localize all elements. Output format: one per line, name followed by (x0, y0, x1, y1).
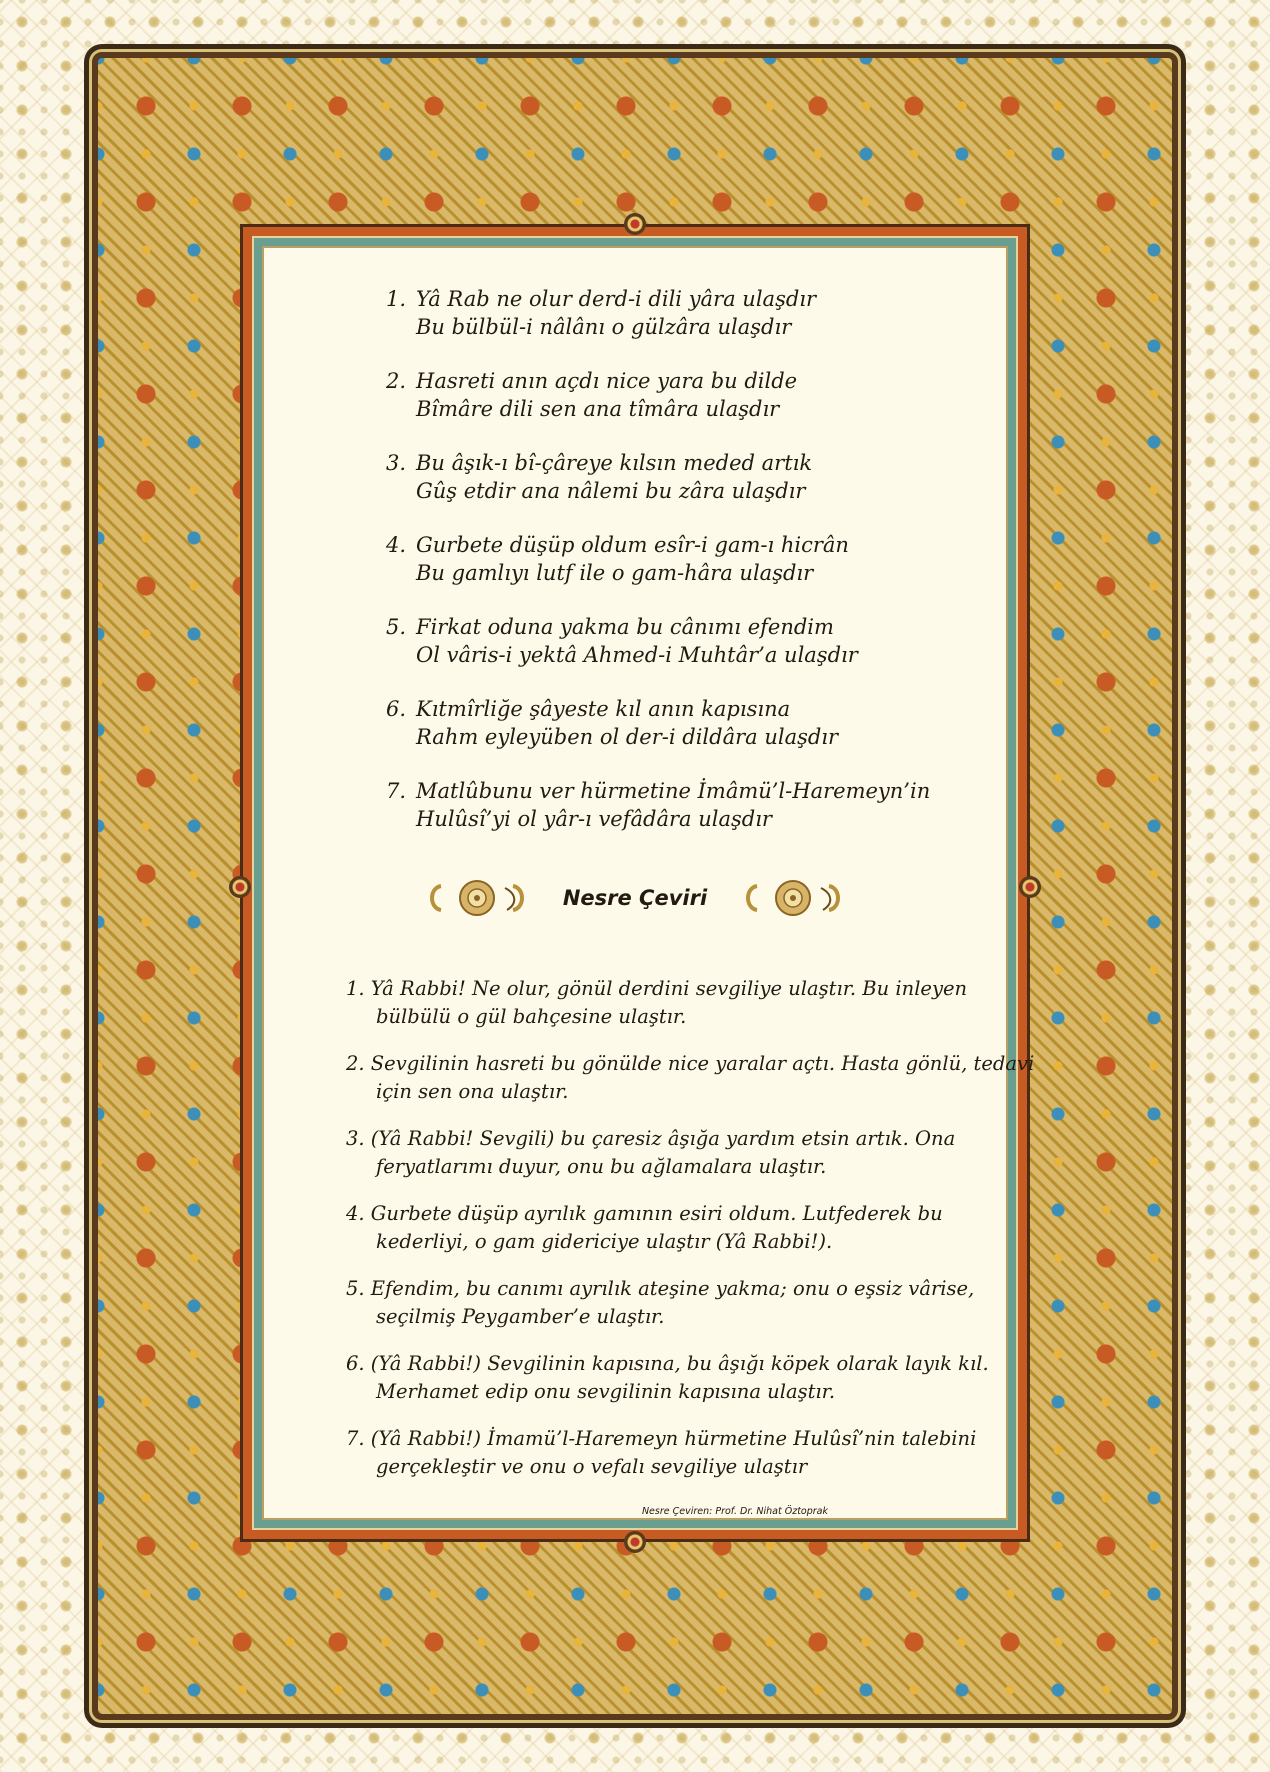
couplet (386, 695, 946, 751)
prose-line: seçilmiş Peygamber’e ulaştır. (376, 1305, 665, 1328)
prose-line: 4. Gurbete düşüp ayrılık gamının esiri oldum. Lutfederek bu (346, 1202, 943, 1225)
couplet (386, 285, 946, 341)
couplet-line: Rahm eyleyüben ol der-i dildâra ulaşdır (416, 725, 839, 749)
scroll-ornament-icon (743, 876, 843, 920)
prose-line: 6. (Yâ Rabbi!) Sevgilinin kapısına, bu âşığı köpek olarak layık kıl. (346, 1352, 989, 1375)
prose-line: 7. (Yâ Rabbi!) İmamü’l-Haremeyn hürmetine Hulûsî’nin talebini (346, 1427, 977, 1450)
bottom-center-ornament-icon (624, 1531, 646, 1553)
prose-item (346, 1125, 966, 1181)
couplet-number: 5. (386, 615, 407, 639)
content-panel (262, 246, 1035, 1520)
couplet-line: Hasreti anın açdı nice yara bu dilde (416, 369, 798, 393)
right-center-ornament-icon (1019, 876, 1041, 898)
prose-line: Merhamet edip onu sevgilinin kapısına ulaştır. (376, 1380, 836, 1403)
couplet-number: 1. (386, 287, 407, 311)
couplet-number: 2. (386, 369, 407, 393)
section-heading: Nesre Çeviri (562, 886, 708, 910)
couplet-number: 4. (386, 533, 407, 557)
couplet-number: 3. (386, 451, 407, 475)
couplet-line: Kıtmîrliğe şâyeste kıl anın kapısına (416, 697, 791, 721)
prose-translation (346, 975, 1035, 1500)
prose-item (346, 975, 966, 1031)
couplet-line: Ol vâris-i yektâ Ahmed-i Muhtâr’a ulaşdır (416, 643, 858, 667)
prose-line: 2. Sevgilinin hasreti bu gönülde nice yaralar açtı. Hasta gönlü, tedavi (346, 1052, 1035, 1075)
couplet-line: Bu gamlıyı lutf ile o gam-hâra ulaşdır (416, 561, 814, 585)
couplet (386, 531, 946, 587)
couplet-line: Hulûsî’yi ol yâr-ı vefâdâra ulaşdır (416, 807, 772, 831)
prose-item (346, 1425, 977, 1481)
translator-credit: Nesre Çeviren: Prof. Dr. Nihat Öztoprak (641, 1506, 828, 1517)
couplet-line: Bîmâre dili sen ana tîmâra ulaşdır (416, 397, 780, 421)
prose-line: kederliyi, o gam gidericiye ulaştır (Yâ Rabbi!). (376, 1230, 833, 1253)
scroll-ornament-icon (427, 876, 527, 920)
couplet-line: Yâ Rab ne olur derd-i dili yâra ulaşdır (416, 287, 817, 311)
couplet-line: Bu bülbül-i nâlânı o gülzâra ulaşdır (416, 315, 792, 339)
heading-row (264, 876, 1006, 920)
couplet-line: Bu âşık-ı bî-çâreye kılsın meded artık (416, 451, 813, 475)
couplet (386, 777, 946, 833)
couplet (386, 449, 946, 505)
prose-item (346, 1050, 1035, 1106)
top-center-ornament-icon (624, 213, 646, 235)
couplet-line: Firkat oduna yakma bu cânımı efendim (416, 615, 834, 639)
prose-line: için sen ona ulaştır. (376, 1080, 569, 1103)
couplet-number: 7. (386, 779, 407, 803)
prose-item (346, 1350, 989, 1406)
couplet-line: Gurbete düşüp oldum esîr-i gam-ı hicrân (416, 533, 849, 557)
left-center-ornament-icon (229, 876, 251, 898)
prose-line: gerçekleştir ve onu o vefalı sevgiliye ulaştır (376, 1455, 808, 1478)
prose-item (346, 1200, 966, 1256)
prose-line: 5. Efendim, bu canımı ayrılık ateşine yakma; onu o eşsiz vârise, (346, 1277, 975, 1300)
couplet-line: Matlûbunu ver hürmetine İmâmü’l-Haremeyn’in (416, 779, 931, 803)
prose-item (346, 1275, 975, 1331)
poem (386, 285, 946, 859)
prose-line: bülbülü o gül bahçesine ulaştır. (376, 1005, 687, 1028)
couplet (386, 367, 946, 423)
prose-line: 1. Yâ Rabbi! Ne olur, gönül derdini sevgiliye ulaştır. Bu inleyen (346, 977, 968, 1000)
couplet-number: 6. (386, 697, 407, 721)
couplet-line: Gûş etdir ana nâlemi bu zâra ulaşdır (416, 479, 806, 503)
prose-line: 3. (Yâ Rabbi! Sevgili) bu çaresiz âşığa yardım etsin artık. Ona (346, 1127, 956, 1150)
couplet (386, 613, 946, 669)
prose-line: feryatlarımı duyur, onu bu ağlamalara ulaştır. (376, 1155, 827, 1178)
